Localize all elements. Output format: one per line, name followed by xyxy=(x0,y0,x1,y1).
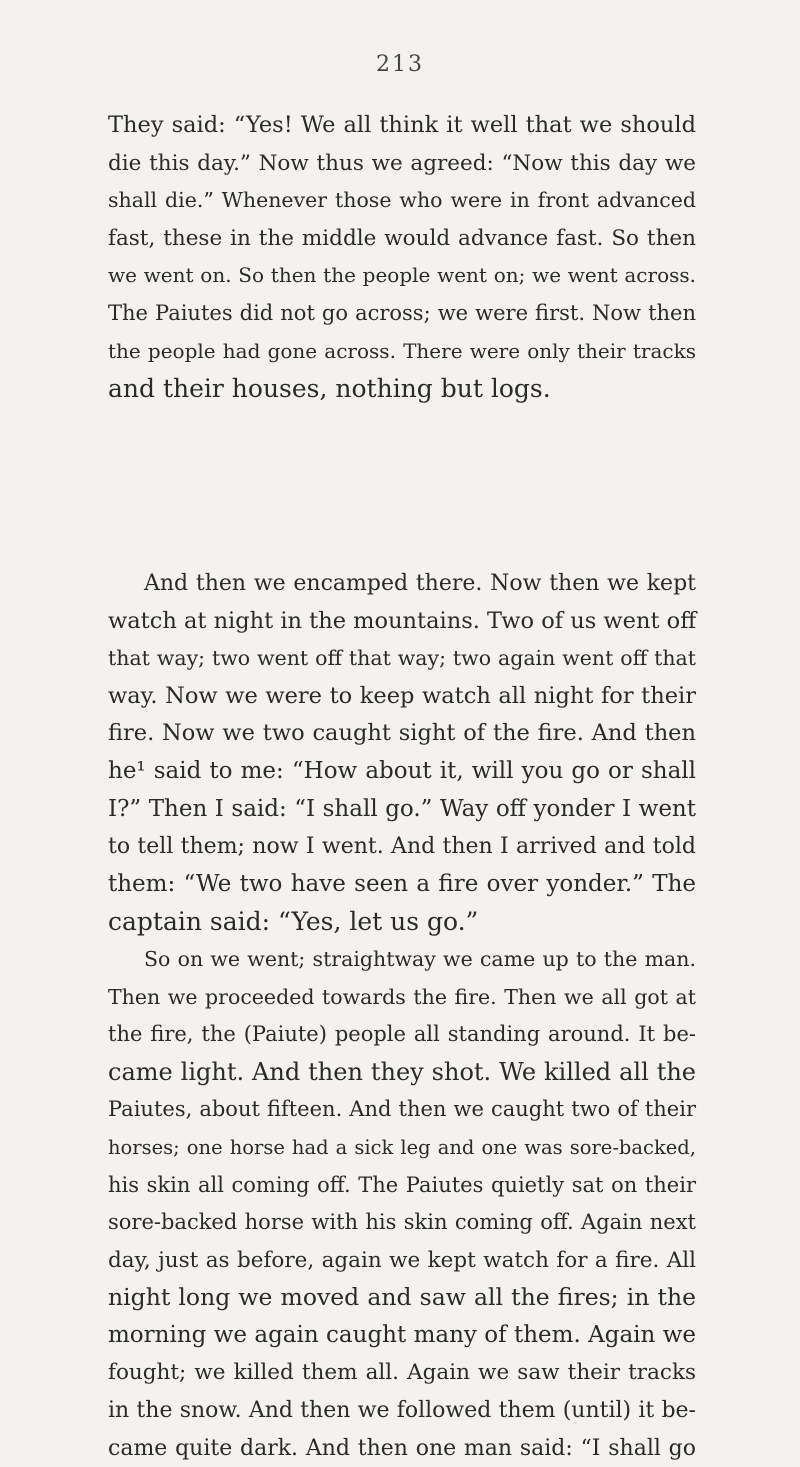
text-line: came quite dark. And then one man said: “I shall go xyxy=(108,1435,696,1461)
text-line: So on we went; straightway we came up to the man. xyxy=(144,946,696,971)
text-line: shall die.” Whenever those who were in front advanced xyxy=(108,188,696,213)
text-line: came light. And then they shot. We killed all the xyxy=(108,1057,696,1086)
text-line: The Paiutes did not go across; we were first. Now then xyxy=(108,300,696,325)
text-line: watch at night in the mountains. Two of us went off xyxy=(108,607,697,634)
text-line: the people had gone across. There were only their tracks xyxy=(108,338,696,363)
paragraph-1 xyxy=(108,107,696,408)
text-line: die this day.” Now thus we agreed: “Now this day we xyxy=(108,150,696,176)
text-line: he¹ said to me: “How about it, will you go or shall xyxy=(108,757,696,784)
text-line: day, just as before, again we kept watch for a fire. All xyxy=(108,1247,696,1273)
text-line: I?” Then I said: “I shall go.” Way off yonder I went xyxy=(108,795,696,822)
text-line: And then we encamped there. Now then we kept xyxy=(144,571,696,596)
text-line: way. Now we were to keep watch all night for their xyxy=(108,682,696,709)
text-line: we went on. So then the people went on; we went across. xyxy=(108,263,696,288)
text-line: horses; one horse had a sick leg and one was sore-backed, xyxy=(108,1135,696,1159)
text-line: captain said: “Yes, let us go.” xyxy=(108,907,479,937)
text-line: night long we moved and saw all the fires; in the xyxy=(108,1283,696,1312)
text-line: his skin all coming off. The Paiutes quietly sat on their xyxy=(108,1172,696,1197)
text-line: They said: “Yes! We all think it well that we should xyxy=(108,112,696,138)
text-line: that way; two went off that way; two again went off that xyxy=(108,646,696,671)
text-line: sore-backed horse with his skin coming off. Again next xyxy=(108,1210,696,1235)
text-line: Then we proceeded towards the fire. Then we all got at xyxy=(108,984,696,1009)
text-line: them: “We two have seen a fire over yonder.” The xyxy=(108,870,696,897)
text-line: in the snow. And then we followed them (until) it be- xyxy=(108,1398,696,1424)
text-line: the fire, the (Paiute) people all standing around. It be- xyxy=(108,1022,696,1047)
text-line: fire. Now we two caught sight of the fire. And then xyxy=(108,720,696,747)
text-line: fought; we killed them all. Again we saw their tracks xyxy=(108,1360,696,1386)
paragraph-2 xyxy=(108,565,696,1467)
page-number: 213 xyxy=(376,52,424,77)
text-line: to tell them; now I went. And then I arrived and told xyxy=(108,834,696,860)
text-line: Paiutes, about fifteen. And then we caught two of their xyxy=(108,1097,696,1122)
text-line: fast, these in the middle would advance fast. So then xyxy=(108,225,696,251)
text-line: morning we again caught many of them. Again we xyxy=(108,1321,696,1348)
text-line: and their houses, nothing but logs. xyxy=(108,374,551,404)
